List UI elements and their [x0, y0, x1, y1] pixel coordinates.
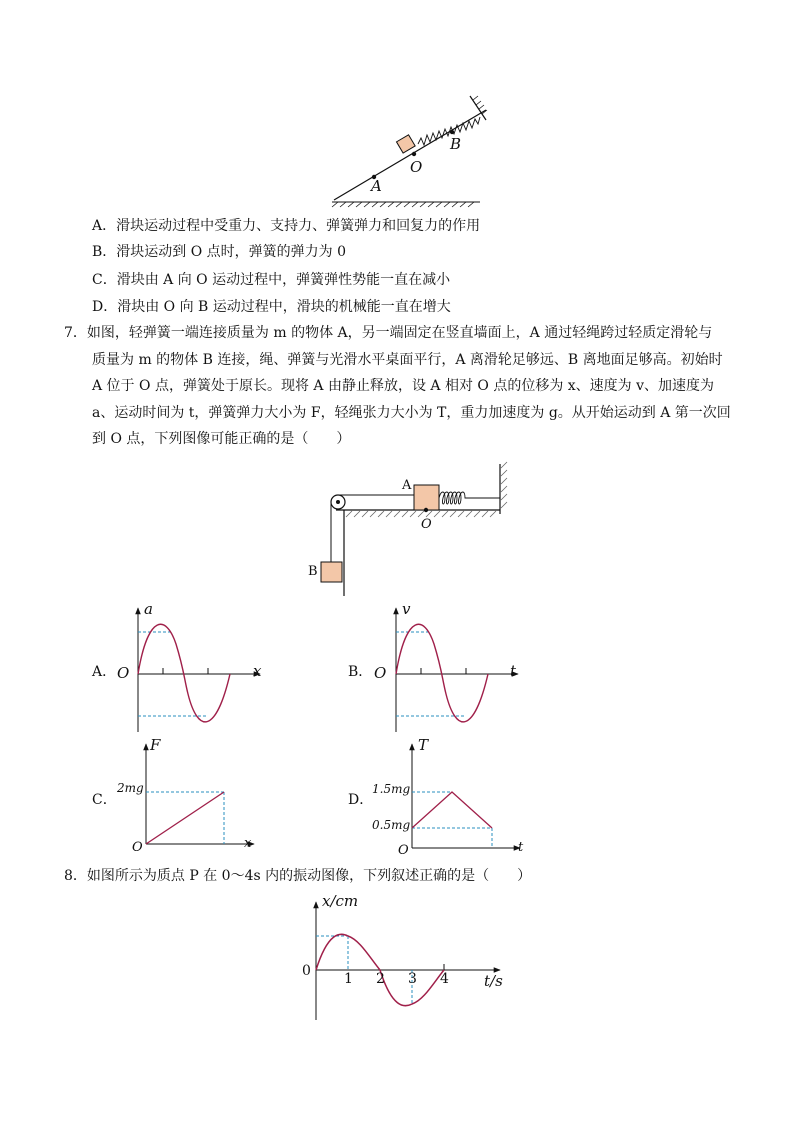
q8-tick-1: 1	[344, 971, 353, 987]
q7-fig-label-O: O	[421, 517, 432, 532]
graph-c-ylabel: F	[150, 736, 161, 754]
graph-d	[396, 740, 526, 852]
graph-b-origin: O	[374, 664, 387, 682]
q7-line-3: A 位于 O 点，弹簧处于原长。现将 A 由静止释放，设 A 相对 O 点的位移为 x、速度为 v、加速度为	[92, 378, 715, 394]
q8-tick-4: 4	[440, 971, 449, 987]
q8-tick-3: 3	[408, 971, 417, 987]
graph-d-ylabel: T	[418, 736, 429, 754]
q7-line-5: 到 O 点，下列图像可能正确的是（ ）	[92, 431, 351, 447]
q7-line-2: 质量为 m 的物体 B 连接，绳、弹簧与光滑水平桌面平行，A 离滑轮足够远、B 离地面足够高。初始时	[92, 351, 723, 368]
graph-a-option: A．	[92, 664, 117, 680]
q8-graph	[300, 900, 510, 1025]
q7-stem	[64, 320, 732, 453]
slope-label-A: A	[371, 177, 382, 195]
graph-a-ylabel: a	[144, 600, 153, 618]
q7-line-4: a、运动时间为 t，弹簧弹力大小为 F，轻绳张力大小为 T，重力加速度为 g。从开始运动到 A 第一次回	[92, 404, 731, 421]
graph-d-tick-hi: 1.5mg	[372, 782, 411, 796]
q6-option-a: A．滑块运动过程中受重力、支持力、弹簧弹力和回复力的作用	[92, 218, 481, 234]
q6-option-d: D．滑块由 O 向 B 运动过程中，滑块的机械能一直在增大	[92, 299, 451, 315]
q7-fig-label-B: B	[308, 564, 318, 579]
graph-b-ylabel: v	[402, 600, 411, 618]
graph-c	[130, 740, 260, 852]
graph-d-origin: O	[398, 843, 409, 858]
graph-c-origin: O	[132, 840, 143, 855]
slope-label-O: O	[410, 158, 423, 176]
graph-c-tick-2mg: 2mg	[117, 781, 144, 795]
q8-tick-2: 2	[376, 971, 385, 987]
graph-c-xlabel: x	[244, 836, 252, 851]
q6-option-b: B．滑块运动到 O 点时，弹簧的弹力为 0	[92, 244, 347, 260]
graph-d-option: D．	[348, 792, 374, 808]
graph-c-option: C．	[92, 792, 117, 808]
q8-origin: 0	[302, 963, 311, 979]
graph-b-option: B．	[348, 664, 373, 680]
graph-d-tick-lo: 0.5mg	[372, 818, 411, 832]
q8-xlabel: t/s	[484, 972, 503, 990]
graph-b-xlabel: t	[510, 662, 517, 680]
q8-stem: 8．如图所示为质点 P 在 0～4s 内的振动图像，下列叙述正确的是（ ）	[64, 868, 532, 884]
graph-a-xlabel: x	[253, 662, 262, 680]
q8-ylabel: x/cm	[322, 892, 359, 910]
q7-line-1: 7．如图，轻弹簧一端连接质量为 m 的物体 A，另一端固定在竖直墙面上，A 通过轻绳跨过轻质定滑轮与	[64, 325, 713, 341]
q6-option-c: C．滑块由 A 向 O 运动过程中，弹簧弹性势能一直在减小	[92, 272, 451, 288]
slope-spring-figure	[320, 88, 500, 208]
graph-a-origin: O	[117, 664, 130, 682]
slope-label-B: B	[450, 135, 462, 153]
q7-fig-label-A: A	[402, 478, 412, 493]
graph-d-xlabel: t	[518, 840, 524, 855]
